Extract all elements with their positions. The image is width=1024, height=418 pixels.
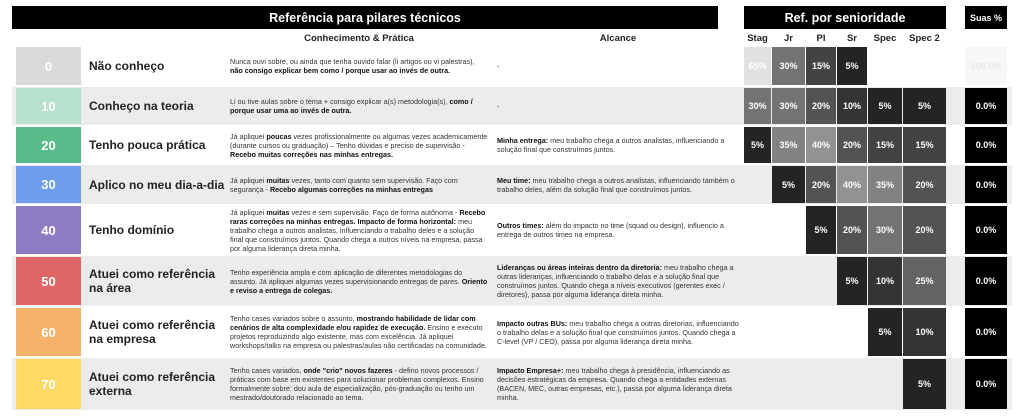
reach-text: Outros times: além do impacto no time (squad ou design), influencio a entrega de outros times na empresa.	[497, 221, 724, 239]
seniority-header-sr: Sr	[846, 33, 858, 44]
your-percentage: 0.0%	[965, 359, 1007, 409]
seniority-cell-spec: 5%	[868, 88, 902, 124]
level-row-20	[0, 126, 1024, 164]
knowledge-text: Li ou tive aulas sobre o tema + consigo explicar a(s) metodologia(s), como / porque usar uma ao invés de outra.	[230, 97, 473, 115]
seniority-cell-sr: 5%	[837, 47, 867, 85]
knowledge-text: Nunca ouvi sobre, ou ainda que tenha ouvido falar (li artigos ou vi palestras), não consigo explicar bem como / porque usar ao invés de outra.	[230, 57, 475, 75]
seniority-cell-spec: 30%	[868, 206, 902, 254]
seniority-cell-jr: 30%	[772, 88, 805, 124]
level-badge: 50	[16, 257, 81, 305]
reach-column-header: Alcance	[599, 33, 637, 44]
seniority-cell-pl: 15%	[806, 47, 836, 85]
reach-text: Impacto Empresa+: meu trabalho chega à presidência, influenciando as decisões estratégicas da empresa. Quando chega a entidades externas (BACEN, MEC, outras empresas, etc.), passa por alguma liderança direta minha.	[497, 366, 732, 402]
seniority-cell-spec-2: 15%	[903, 127, 946, 163]
level-name: Tenho domínio	[89, 223, 175, 237]
seniority-cell-stag: 5%	[744, 127, 771, 163]
your-percentage: 0.0%	[965, 88, 1007, 124]
level-badge: 30	[16, 166, 81, 203]
reach-text: Minha entrega: meu trabalho chega a outros analistas, influenciando a solução final que construímos juntos.	[497, 136, 725, 154]
knowledge-text: Tenho cases variados, onde "crio" novos fazeres - defino novos processos / práticas com base em existentes para solucionar problemas complexos. Ensino formalmente sobre: dou aula de especialização, pós-graduação ou tenho um mestrado/doutorado relacionado ao tema.	[230, 366, 484, 402]
level-row-30	[0, 165, 1024, 204]
seniority-cell-sr: 20%	[837, 127, 867, 163]
your-percentage: 0.0%	[965, 166, 1007, 203]
level-row-0	[0, 46, 1024, 86]
your-percentage: 0.0%	[965, 308, 1007, 356]
level-row-10	[0, 87, 1024, 125]
your-percentage: 0.0%	[965, 127, 1007, 163]
knowledge-text: Tenho cases variados sobre o assunto, mostrando habilidade de lidar com cenários de alta complexidade e/ou rapidez de execução. Ensino e executo projetos reproduzindo algo existente, mas com excelência. Já apliquei workshops/talks na empresa ou palestras/aulas não certificadas na comunidade.	[230, 314, 487, 350]
level-badge: 10	[16, 88, 81, 124]
level-row-60	[0, 307, 1024, 357]
knowledge-text: Já apliquei muitas vezes, tanto com quanto sem supervisão. Faço com segurança - Recebo algumas correções na minhas entregas	[230, 175, 458, 194]
seniority-cell-spec: 35%	[868, 166, 902, 203]
reach-text: -	[497, 61, 500, 71]
level-badge: 0	[16, 47, 81, 85]
seniority-cell-sr: 5%	[837, 257, 867, 305]
seniority-cell-sr: 40%	[837, 166, 867, 203]
seniority-cell-spec-2: 20%	[903, 206, 946, 254]
seniority-cell-spec-2: 10%	[903, 308, 946, 356]
level-row-50	[0, 256, 1024, 306]
your-percentage: 0.0%	[965, 257, 1007, 305]
seniority-cell-jr: 30%	[772, 47, 805, 85]
level-name: Atuei como referência na área	[89, 267, 216, 295]
seniority-cell-pl: 40%	[806, 127, 836, 163]
seniority-cell-pl: 20%	[806, 166, 836, 203]
level-name: Atuei como referência externa	[89, 370, 216, 398]
level-name: Atuei como referência na empresa	[89, 318, 216, 346]
seniority-cell-spec-2: 25%	[903, 257, 946, 305]
seniority-cell-pl: 20%	[806, 88, 836, 124]
reach-text: -	[497, 101, 500, 111]
seniority-cell-spec-2: 5%	[903, 359, 946, 409]
seniority-cell-stag: 65%	[744, 47, 771, 85]
reach-text: Impacto outras BUs: meu trabalho chega a outras diretorias, influenciando o trabalho delas e a solução final que construímos juntos. Quando chega a C-level (VP / CEO), passa por alguma liderança direta minha.	[497, 318, 739, 346]
seniority-cell-sr: 20%	[837, 206, 867, 254]
level-name: Não conheço	[89, 59, 165, 73]
seniority-header-jr: Jr	[784, 33, 793, 44]
level-name: Conheço na teoria	[89, 99, 194, 113]
level-name: Aplico no meu dia-a-dia	[89, 177, 225, 192]
level-badge: 40	[16, 206, 81, 254]
reach-text: Meu time: meu trabalho chega a outros analistas, influenciando também o trabalho deles, além da solução final que construímos juntos.	[497, 175, 735, 194]
seniority-cell-spec-2: 20%	[903, 166, 946, 203]
knowledge-text: Tenho experiência ampla e com aplicação de diferentes metodologias do assunto. Já apliquei algumas vezes supervisionando entregas de pares. Oriento e reviso a entrega de colegas.	[230, 267, 488, 295]
seniority-header-pl: Pl	[816, 33, 826, 44]
knowledge-column-header: Conhecimento & Prática	[304, 33, 414, 44]
seniority-cell-jr: 5%	[772, 166, 805, 203]
level-row-70	[0, 358, 1024, 410]
seniority-cell-sr: 10%	[837, 88, 867, 124]
your-percentage: 0.0%	[965, 206, 1007, 254]
seniority-title: Ref. por senioridade	[744, 6, 946, 29]
level-badge: 20	[16, 127, 81, 163]
level-badge: 60	[16, 308, 81, 356]
knowledge-text: Já apliquei muitas vezes e sem supervisão. Faço de forma autônoma - Recebo raras correções na minhas entregas. Impacto de forma horizontal: meu trabalho chega a outros analistas, influenciando o trabalho deles e a solução final que construímos juntos. Quando chega a outros níveis na empresa, passa por alguma liderança direta minha.	[230, 207, 486, 253]
seniority-cell-spec: 5%	[868, 308, 902, 356]
knowledge-text: Já apliquei poucas vezes profissionalmente ou algumas vezes academicamente (durante cursos ou graduação) – Tenho dúvidas e preciso de supervisão - Recebo muitas correções nas minhas entregas.	[230, 131, 488, 159]
seniority-cell-spec: 15%	[868, 127, 902, 163]
seniority-header-stag: Stag	[747, 33, 768, 44]
seniority-cell-stag: 30%	[744, 88, 771, 124]
pillars-title: Referência para pilares técnicos	[12, 6, 718, 29]
your-percentage: 100.0%	[965, 47, 1007, 85]
seniority-header-spec-2: Spec 2	[909, 33, 940, 44]
seniority-cell-spec: 10%	[868, 257, 902, 305]
yours-title: Suas %	[965, 6, 1007, 29]
seniority-cell-spec-2: 5%	[903, 88, 946, 124]
seniority-cell-jr: 35%	[772, 127, 805, 163]
level-row-40	[0, 205, 1024, 255]
seniority-cell-pl: 5%	[806, 206, 836, 254]
level-name: Tenho pouca prática	[89, 138, 206, 152]
seniority-header-spec: Spec	[873, 33, 897, 44]
level-badge: 70	[16, 359, 81, 409]
reach-text: Lideranças ou áreas inteiras dentro da diretoria: meu trabalho chega a outras lideranças, influenciando o trabalho delas e a solução final que construímos juntos. Quando chega a níveis executivos (gerentes exec / diretores), passa por alguma liderança direta minha.	[497, 263, 734, 299]
